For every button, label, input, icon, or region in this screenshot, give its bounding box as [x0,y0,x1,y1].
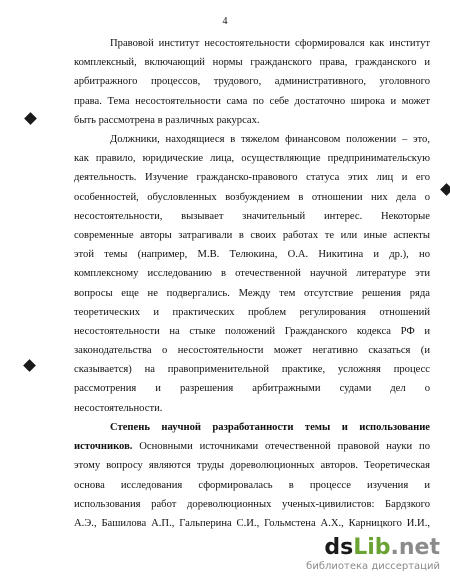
heading-bold: Степень научной разработанности темы и использование [110,422,430,433]
scan-mark-left-top [24,112,37,125]
text-line: основа исследования сформировалась в процессе изучения и [74,479,430,491]
text-line: быть рассмотрена в различных ракурсах. [74,114,260,126]
text-line: несостоятельности, вызывает значительный интерес. Некоторые [74,210,430,222]
text-line: современные авторы затрагивали в своих работах те или иные аспекты [74,229,430,241]
paragraph-3 [74,418,430,533]
text-line: несостоятельности на стыке положений Гражданского кодекса РФ и [74,325,430,337]
scan-mark-right [440,183,450,196]
text-line: рассмотрения и разрешения арбитражными судами дел о [74,383,430,395]
text-run: Основными источниками отечественной правовой науки по [132,441,430,453]
text-line: арбитражного процессов, трудового, административного, уголовного [74,76,430,88]
watermark-logo [306,536,440,560]
text-line: этой темы (например, М.В. Телюкина, О.А. Никитина и др.), но [74,249,430,261]
text-line: А.Э., Башилова А.П., Гальперина С.И., Гольмстена А.Х., Карницкого И.И., [74,517,430,529]
watermark-subtitle: библиотека диссертаций [306,561,440,572]
text-line: несостоятельности. [74,402,163,414]
text-line: теоретических и практических проблем регулирования отношений [74,306,430,318]
paragraph-2 [74,130,430,418]
text-line: Правовой институт несостоятельности сформировался как институт [110,38,430,49]
section-heading [74,418,430,437]
page-number: 4 [222,16,228,27]
text-line [74,437,430,456]
text-line: особенностей, обусловленных возбуждением в отношении них дела о [74,191,430,203]
text-line: деятельность. Изучение гражданско-правового статуса этих лиц и его [74,172,430,184]
watermark [306,536,440,572]
text-line: Должники, находящиеся в тяжелом финансовом положении – это, [110,134,430,145]
logo-lib: Lib [353,535,391,560]
text-line: комплексный, включающий нормы гражданского права, гражданского и [74,57,430,69]
heading-bold: источников. [74,441,133,453]
paragraph-1 [74,34,430,130]
text-line: вопросы еще не подвергались. Между тем отсутствие решения ряда [74,287,430,299]
scan-mark-left-bottom [23,359,36,372]
logo-ds: ds [324,535,354,560]
logo-net: .net [390,535,440,560]
text-line: законодательства о несостоятельности может негативно сказаться (и [74,345,430,357]
text-line: этому вопросу являются труды дореволюционных авторов. Теоретическая [74,460,430,472]
text-line: как правило, юридические лица, осуществляющие предпринимательскую [74,153,430,165]
text-line: комплексному исследованию в отечественной научной литературе эти [74,268,430,280]
text-line: сказывается) на правоприменительной практике, усложняя процесс [74,364,430,376]
text-line: использования работ дореволюционных ученых-цивилистов: Бардзкого [74,498,430,510]
text-line: права. Тема несостоятельности сама по себе достаточно широка и может [74,95,430,107]
